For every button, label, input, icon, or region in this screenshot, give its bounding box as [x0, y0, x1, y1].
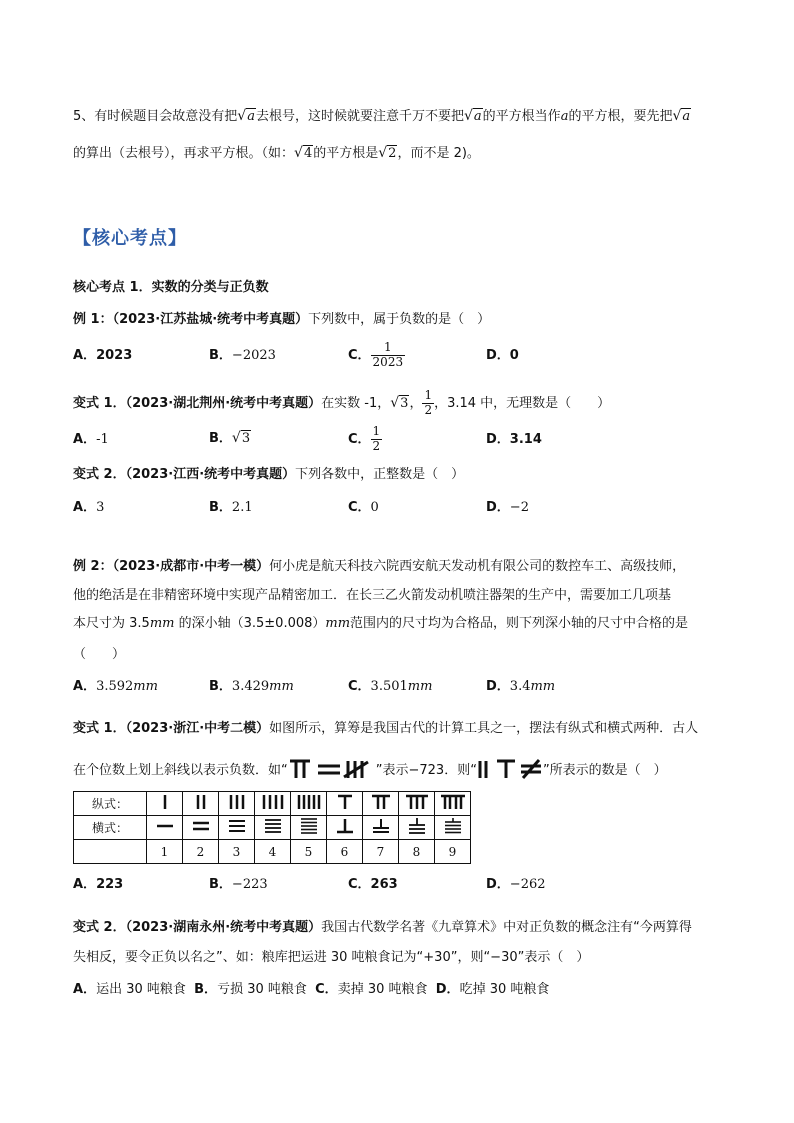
- var4-line-1: [73, 921, 692, 934]
- var1-option-c: C． $\frac{1}{2}$: [348, 424, 381, 453]
- horizontal-rod-7: [363, 816, 399, 840]
- question-source: （2023·江苏盐城·统考中考真题）: [112, 312, 309, 327]
- question-label: 例 1：: [73, 312, 113, 327]
- ex1-option-a: A．2023: [73, 348, 133, 363]
- var2-option-a: A．3: [73, 500, 105, 515]
- var2-option-c: C．0: [348, 500, 379, 515]
- question-text: ”表示−723．则“: [375, 763, 477, 778]
- table-row: [74, 840, 471, 864]
- question-source: （2023·湖南永州·统考中考真题）: [125, 920, 322, 935]
- vertical-rod-9: [435, 792, 471, 816]
- intro-text: 的算出（去根号），再求平方根。（如：: [73, 146, 295, 161]
- unit: mm: [325, 616, 351, 631]
- fraction: $\frac{1}{2}$: [372, 424, 381, 453]
- table-row: [74, 792, 471, 816]
- var3-line-2: [73, 758, 667, 783]
- question-text: 本尺寸为 3.5: [73, 616, 150, 631]
- var4-line-2: 失相反，要令正负以名之”、如：粮库把运进 30 吨粮食记为“+30”，则“−30”表示（ ）: [73, 950, 590, 965]
- row-label: 横式：: [74, 816, 147, 840]
- number-cell: 9: [435, 840, 471, 864]
- number-cell: 4: [255, 840, 291, 864]
- var-a: a: [560, 109, 569, 124]
- question-text: 在实数 -1，: [321, 395, 391, 411]
- var1-question: [73, 389, 610, 418]
- ex2-line-4: （ ）: [73, 647, 126, 662]
- row-label: [74, 840, 147, 864]
- vertical-rod-2: [183, 792, 219, 816]
- vertical-rod-3: [219, 792, 255, 816]
- number-cell: 5: [291, 840, 327, 864]
- question-text: 下列各数中，正整数是（ ）: [295, 467, 465, 482]
- ex1-option-b: B．−2023: [209, 348, 276, 363]
- ex2-line-3: [73, 617, 688, 630]
- intro-text: 去根号，这时候就要注意千万不要把: [255, 109, 464, 124]
- question-text: 范围内的尺寸均为合格品，则下列深小轴的尺寸中合格的是: [350, 616, 689, 631]
- var2-question: [73, 468, 464, 481]
- intro-line-2: [73, 146, 480, 160]
- fraction: $\frac{1}{2}$: [424, 388, 433, 417]
- question-text: 何小虎是航天科技六院西安航天发动机有限公司的数控车工、高级技师，: [269, 559, 686, 574]
- vertical-rod-1: [147, 792, 183, 816]
- var4-option-d: D．吃掉 30 吨粮食: [435, 982, 550, 997]
- intro-line-1: [73, 109, 691, 123]
- question-source: （2023·江西·统考中考真题）: [125, 467, 296, 482]
- var3-option-c: C．263: [348, 877, 398, 892]
- var1-option-d: D．3.14: [486, 432, 542, 447]
- var2-option-b: B．2.1: [209, 500, 253, 515]
- question-label: 变式 2．: [73, 920, 126, 935]
- horizontal-rod-8: [399, 816, 435, 840]
- question-text: 在个位数上划上斜线以表示负数．如“: [73, 763, 288, 778]
- question-source: （2023·浙江·中考二模）: [125, 721, 270, 736]
- sqrt-3: √3: [390, 394, 409, 411]
- intro-text: 的平方根是: [313, 146, 379, 161]
- var3-option-a: A．223: [73, 877, 124, 892]
- intro-text: 的平方根当作: [482, 109, 561, 124]
- horizontal-rod-4: [255, 816, 291, 840]
- var4-option-b: B．亏损 30 吨粮食: [194, 982, 307, 997]
- horizontal-rod-6: [327, 816, 363, 840]
- question-label: 例 2：: [73, 559, 113, 574]
- number-cell: 3: [219, 840, 255, 864]
- ex2-option-c: C．3.501mm: [348, 679, 433, 694]
- number-cell: 2: [183, 840, 219, 864]
- ex2-option-b: B．3.429mm: [209, 679, 294, 694]
- question-label: 变式 1．: [73, 721, 126, 736]
- var4-option-c: C．卖掉 30 吨粮食: [315, 982, 428, 997]
- var3-line-1: [73, 722, 698, 735]
- question-source: （2023·成都市·中考一模）: [112, 559, 270, 574]
- rod-numeral-example: [288, 758, 376, 783]
- ex2-option-d: D．3.4mm: [486, 679, 556, 694]
- number-cell: 1: [147, 840, 183, 864]
- question-text: 下列数中，属于负数的是（ ）: [308, 312, 491, 327]
- counting-rod-table: [73, 791, 471, 864]
- ex2-option-a: A．3.592mm: [73, 679, 158, 694]
- question-text: ，: [409, 395, 423, 411]
- question-text: ”所表示的数是（ ）: [542, 763, 667, 778]
- var1-option-a: A．-1: [73, 432, 109, 447]
- intro-text: 的平方根，要先把: [568, 109, 673, 124]
- intro-text: ，而不是 2)。: [397, 146, 480, 161]
- horizontal-rod-5: [291, 816, 327, 840]
- horizontal-rod-9: [435, 816, 471, 840]
- ex1-option-d: D．0: [486, 348, 519, 363]
- vertical-rod-6: [327, 792, 363, 816]
- vertical-rod-8: [399, 792, 435, 816]
- vertical-rod-5: [291, 792, 327, 816]
- question-text: 我国古代数学名著《九章算术》中对正负数的概念注有“今两算得: [321, 920, 692, 935]
- number-cell: 7: [363, 840, 399, 864]
- sqrt-a: √a: [672, 108, 691, 124]
- topic-title: 核心考点 1．实数的分类与正负数: [73, 280, 269, 295]
- rod-numeral-question: [477, 758, 543, 783]
- question-label: 变式 2．: [73, 467, 126, 482]
- sqrt-a: √a: [463, 108, 482, 124]
- ex1-option-c: C． $\frac{1}{2023}$: [348, 340, 404, 369]
- intro-text: 5、有时候题目会故意没有把: [73, 109, 238, 124]
- number-cell: 8: [399, 840, 435, 864]
- unit: mm: [149, 616, 175, 631]
- question-text: ，3.14 中，无理数是（ ）: [434, 395, 611, 411]
- vertical-rod-4: [255, 792, 291, 816]
- horizontal-rod-1: [147, 816, 183, 840]
- horizontal-rod-2: [183, 816, 219, 840]
- var4-option-a: A．运出 30 吨粮食: [73, 982, 186, 997]
- var4-options: [73, 983, 549, 996]
- question-text: 的深小轴（3.5±0.008）: [174, 616, 326, 631]
- sqrt-2: √2: [378, 145, 397, 161]
- horizontal-rod-3: [219, 816, 255, 840]
- question-label: 变式 1．: [73, 395, 126, 411]
- sqrt-4: √4: [294, 145, 313, 161]
- vertical-rod-7: [363, 792, 399, 816]
- section-title: 【核心考点】: [73, 228, 187, 249]
- var3-option-b: B．−223: [209, 877, 268, 892]
- var1-option-b: B．√3: [209, 430, 251, 446]
- ex2-line-1: [73, 560, 685, 573]
- ex1-question: [73, 313, 490, 326]
- question-source: （2023·湖北荆州·统考中考真题）: [125, 395, 322, 411]
- var3-option-d: D．−262: [486, 877, 546, 892]
- number-cell: 6: [327, 840, 363, 864]
- fraction: $\frac{1}{2023}$: [372, 340, 404, 369]
- table-row: [74, 816, 471, 840]
- question-text: 如图所示，算筹是我国古代的计算工具之一，摆法有纵式和横式两种．古人: [269, 721, 699, 736]
- ex2-line-2: 他的绝活是在非精密环境中实现产品精密加工．在长三乙火箭发动机喷注器架的生产中，需要加工几项基: [73, 588, 672, 603]
- var2-option-d: D．−2: [486, 500, 529, 515]
- row-label: 纵式：: [74, 792, 147, 816]
- sqrt-a: √a: [237, 108, 255, 124]
